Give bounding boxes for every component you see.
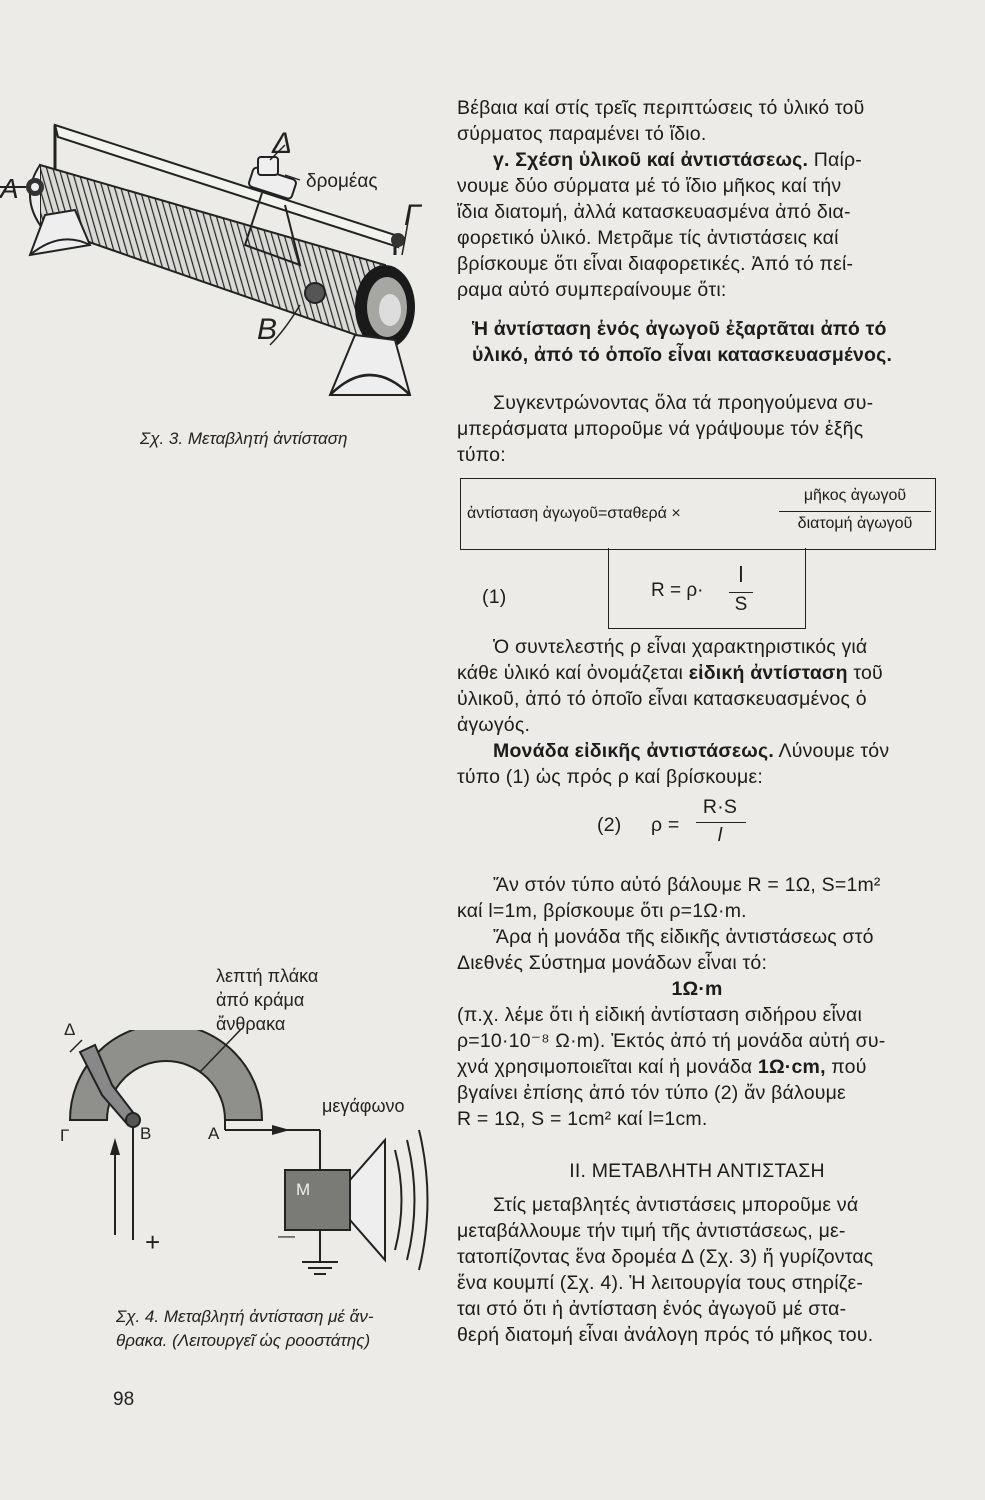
text-line: μεταβάλλουμε τήν τιμή τῆς ἀντιστάσεως, με- — [457, 1220, 846, 1242]
conclusion-bold — [472, 316, 942, 368]
fig4-label-minus: — — [278, 1226, 295, 1245]
unit-paragraph — [457, 872, 937, 1132]
text-line: Ὁ συντελεστής ρ εἶναι χαρακτηριστικός γιά — [493, 636, 868, 658]
page-number: 98 — [113, 1389, 135, 1410]
figure-4-carbon-rheostat — [40, 1030, 440, 1290]
formula-1-label: (1) — [482, 586, 507, 608]
fig3-caption: Σχ. 3. Μεταβλητή ἀντίσταση — [140, 429, 348, 448]
figure-3-rheostat — [0, 95, 440, 425]
fig4-plate-label-3: ἄνθρακα — [216, 1014, 286, 1034]
text-line: Στίς μεταβλητές ἀντιστάσεις μποροῦμε νά — [493, 1194, 859, 1216]
fig4-plate-label-1: λεπτή πλάκα — [216, 966, 319, 986]
formula-2-label: (2) — [597, 814, 622, 836]
text-span: Παίρ- — [808, 149, 863, 171]
fraction-bar — [729, 592, 753, 593]
fig4-caption-line1: Σχ. 4. Μεταβλητή ἀντίσταση μέ ἄν- — [116, 1307, 374, 1326]
text-line: βγαίνει ἐπίσης ἀπό τόν τύπο (2) ἄν βάλουμε — [457, 1082, 846, 1104]
text-line: Ἄν στόν τύπο αὐτό βάλουμε R = 1Ω, S=1m² — [493, 874, 881, 896]
text-line: (π.χ. λέμε ὅτι ἡ εἰδική ἀντίσταση σιδήρου εἶναι — [457, 1004, 862, 1026]
fig4-caption-line2: θρακα. (Λειτουργεῖ ὡς ροοστάτης) — [116, 1331, 371, 1350]
formula-2-numerator: R·S — [702, 796, 738, 818]
fraction-bar — [779, 511, 931, 512]
fig4-label-m: M — [296, 1180, 311, 1199]
text-line: μπεράσματα μποροῦμε νά γράψουμε τόν ἑξῆς — [457, 418, 864, 440]
material-heading-line — [457, 147, 937, 173]
text-line: ὑλικοῦ, ἀπό τό ὁποῖο εἶναι κατασκευασμένος ὁ — [457, 688, 867, 710]
text-line: ἴδια διατομή, ἀλλά κατασκευασμένα ἀπό δια- — [457, 201, 851, 223]
variable-resistor-paragraph — [457, 1192, 937, 1348]
text-line: ρ=10·10⁻⁸ Ω·m). Ἐκτός ἀπό τή μονάδα αὐτή συ- — [457, 1030, 886, 1052]
intro-paragraph — [457, 95, 937, 303]
text-line: R = 1Ω, S = 1cm² καί l=1cm. — [457, 1108, 708, 1130]
fig4-label-delta: Δ — [64, 1020, 76, 1039]
text-line: φορετικό ὑλικό. Μετρᾶμε τίς ἀντιστάσεις καί — [457, 227, 839, 249]
text-line: σύρματος παραμένει τό ἴδιο. — [457, 123, 707, 145]
fig4-plate-label-2: ἀπό κράμα — [216, 990, 305, 1010]
section-heading: II. ΜΕΤΑΒΛΗΤΗ ΑΝΤΙΣΤΑΣΗ — [569, 1160, 825, 1182]
fig4-label-gamma: Γ — [60, 1126, 70, 1145]
fig4-label-alpha: Α — [208, 1124, 220, 1143]
formula-2-lhs: ρ = — [651, 814, 680, 836]
text-span: τοῦ — [847, 662, 883, 684]
text-line: Βέβαια καί στίς τρεῖς περιπτώσεις τό ὑλικό τοῦ — [457, 97, 865, 119]
word-formula-box — [460, 478, 936, 550]
fig4-speaker-label: μεγάφωνο — [322, 1096, 405, 1116]
fig4-label-plus: + — [145, 1227, 161, 1257]
text-line: τύπο (1) ὡς πρός ρ καί βρίσκουμε: — [457, 766, 763, 788]
text-line — [457, 1054, 937, 1080]
text-line: νουμε δύο σύρματα μέ τό ἴδιο μῆκος καί τήν — [457, 175, 842, 197]
text-line — [457, 660, 937, 686]
fig3-label-gamma: Γ — [404, 199, 422, 232]
text-span: κάθε ὑλικό καί ὀνομάζεται — [457, 662, 689, 684]
fig3-label-alpha: Α — [0, 173, 19, 204]
formula-2-denominator: l — [717, 824, 723, 846]
summary-paragraph — [457, 390, 937, 468]
formula-1-numerator: l — [738, 562, 744, 587]
text-line: Διεθνές Σύστημα μονάδων εἶναι τό: — [457, 952, 768, 974]
text-span: πού — [825, 1056, 867, 1078]
fig4-label-beta: Β — [140, 1124, 152, 1143]
text-span: Λύνουμε τόν — [773, 740, 890, 762]
fig3-label-slider: δρομέας — [306, 171, 378, 192]
text-line: τατοπίζοντας ἕνα δρομέα Δ (Σχ. 3) ἤ γυρίζοντας — [457, 1246, 874, 1268]
text-line: τύπο: — [457, 444, 506, 466]
text-line: ται στό ὅτι ἡ ἀντίσταση ἑνός ἀγωγοῦ μέ στα- — [457, 1298, 847, 1320]
si-unit: 1Ω·m — [671, 978, 723, 1000]
text-line: Ἡ ἀντίσταση ἑνός ἀγωγοῦ ἐξαρτᾶται ἀπό τό — [472, 318, 887, 340]
term-specific-resistance: εἰδική ἀντίσταση — [688, 662, 848, 684]
formula-1-lhs: R = ρ· — [651, 580, 704, 601]
fig3-label-beta: Β — [257, 313, 278, 346]
formula-1-denominator: S — [734, 594, 748, 615]
text-span: χνά χρησιμοποιεῖται καί ἡ μονάδα — [457, 1056, 758, 1078]
text-line: ραμα αὐτό συμπεραίνουμε ὅτι: — [457, 279, 727, 301]
word-formula-numerator: μῆκος ἀγωγοῦ — [803, 487, 907, 504]
text-line: Συγκεντρώνοντας ὅλα τά προηγούμενα συ- — [493, 392, 874, 414]
unit-heading: Μονάδα εἰδικῆς ἀντιστάσεως. — [493, 740, 774, 762]
word-formula-denominator: διατομή ἀγωγοῦ — [797, 515, 913, 532]
formula-1-box — [608, 548, 806, 629]
fig3-label-delta: Δ — [272, 127, 293, 160]
text-line: καί l=1m, βρίσκουμε ὅτι ρ=1Ω·m. — [457, 900, 747, 922]
text-line: θερή διατομή εἶναι ἀνάλογη πρός τό μῆκος του. — [457, 1324, 874, 1346]
unit-heading-line — [457, 738, 937, 764]
text-line: ἀγωγός. — [457, 714, 531, 736]
text-line: βρίσκουμε ὅτι εἶναι διαφορετικές. Ἀπό τό πεί- — [457, 253, 854, 275]
word-formula-left: ἀντίσταση ἀγωγοῦ=σταθερά × — [467, 505, 681, 522]
coefficient-paragraph — [457, 634, 937, 790]
unit-ohm-cm: 1Ω·cm, — [757, 1056, 826, 1078]
section-g-heading: γ. Σχέση ὑλικοῦ καί ἀντιστάσεως. — [493, 149, 809, 171]
text-line: ὑλικό, ἀπό τό ὁποῖο εἶναι κατασκευασμένος. — [472, 344, 893, 366]
text-line: Ἄρα ἡ μονάδα τῆς εἰδικῆς ἀντιστάσεως στό — [493, 926, 874, 948]
text-line: ἕνα κουμπί (Σχ. 4). Ἡ λειτουργία τους στηρίζε- — [457, 1272, 864, 1294]
